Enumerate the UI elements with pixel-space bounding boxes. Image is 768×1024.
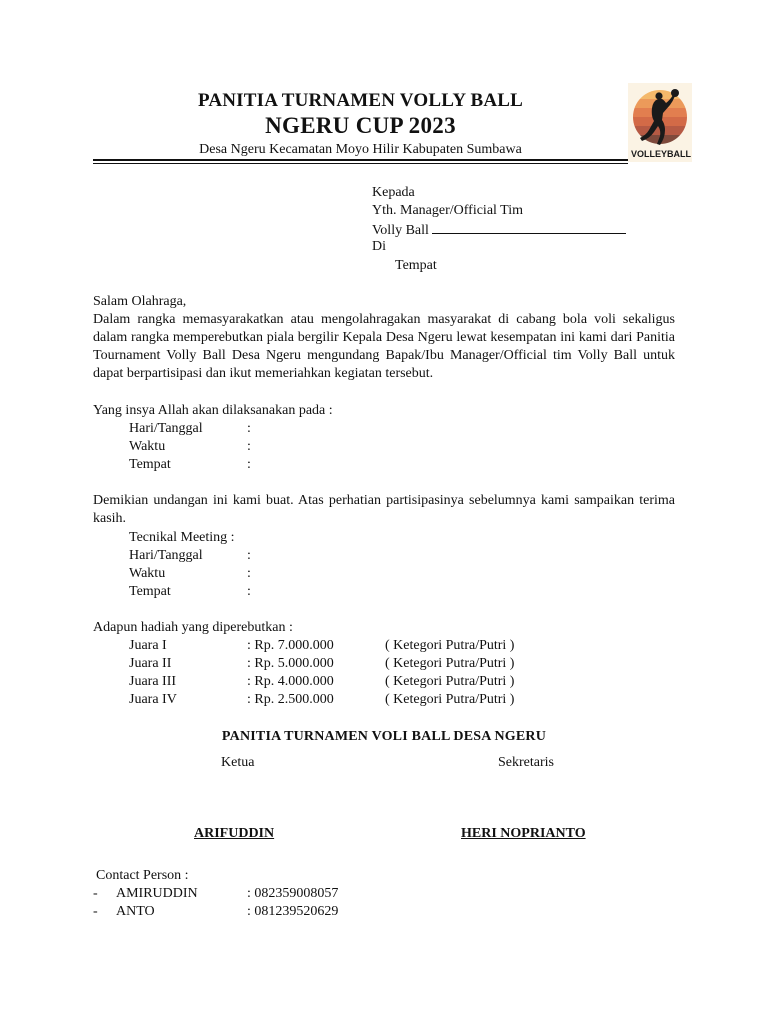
schedule-label: Waktu — [129, 439, 166, 454]
header-rule-thin — [93, 163, 628, 164]
contact-bullet: - — [93, 904, 98, 919]
recipient-team-label: Volly Ball — [372, 223, 429, 238]
prizes-intro: Adapun hadiah yang diperebutkan : — [93, 620, 293, 635]
contact-name: ANTO — [116, 904, 155, 919]
header-rule-thick — [93, 159, 628, 161]
chair-name: ARIFUDDIN — [194, 826, 275, 841]
meeting-value: : — [247, 548, 251, 563]
address-line: Desa Ngeru Kecamatan Moyo Hilir Kabupaten Sumbawa — [199, 142, 522, 157]
prize-rank: Juara I — [129, 638, 167, 653]
prize-rank: Juara III — [129, 674, 177, 689]
volleyball-logo — [628, 83, 692, 162]
prize-category: ( Ketegori Putra/Putri ) — [385, 656, 515, 671]
meeting-label: Hari/Tanggal — [129, 548, 203, 563]
meeting-label: Waktu — [129, 566, 166, 581]
contact-phone: : 081239520629 — [247, 904, 339, 919]
greeting: Salam Olahraga, — [93, 294, 187, 309]
schedule-label: Tempat — [129, 457, 171, 472]
schedule-value: : — [247, 421, 251, 436]
meeting-value: : — [247, 584, 251, 599]
org-title: PANITIA TURNAMEN VOLLY BALL — [197, 90, 524, 111]
recipient-kepada: Kepada — [372, 185, 415, 200]
prize-rank: Juara II — [129, 656, 172, 671]
recipient-di: Di — [372, 239, 386, 254]
contact-bullet: - — [93, 886, 98, 901]
schedule-label: Hari/Tanggal — [129, 421, 203, 436]
secretary-role: Sekretaris — [498, 755, 554, 770]
recipient-tempat: Tempat — [395, 258, 437, 273]
prize-amount: : Rp. 5.000.000 — [247, 656, 334, 671]
meeting-title: Tecnikal Meeting : — [129, 530, 235, 545]
schedule-intro: Yang insya Allah akan dilaksanakan pada : — [93, 403, 333, 418]
recipient-yth: Yth. Manager/Official Tim — [372, 203, 524, 218]
meeting-label: Tempat — [129, 584, 171, 599]
prize-amount: : Rp. 2.500.000 — [247, 692, 334, 707]
prize-amount: : Rp. 4.000.000 — [247, 674, 334, 689]
prize-category: ( Ketegori Putra/Putri ) — [385, 692, 515, 707]
chair-role: Ketua — [221, 755, 255, 770]
contact-name: AMIRUDDIN — [116, 886, 198, 901]
prize-amount: : Rp. 7.000.000 — [247, 638, 334, 653]
schedule-value: : — [247, 457, 251, 472]
recipient-team-line — [372, 220, 626, 240]
meeting-value: : — [247, 566, 251, 581]
closing-paragraph: Demikian undangan ini kami buat. Atas perhatian partisipasinya sebelumnya kami sampaikan terima kasih. — [93, 493, 675, 526]
secretary-name: HERI NOPRIANTO — [461, 826, 586, 841]
committee-title: PANITIA TURNAMEN VOLI BALL DESA NGERU — [221, 729, 547, 744]
prize-category: ( Ketegori Putra/Putri ) — [385, 674, 515, 689]
schedule-value: : — [247, 439, 251, 454]
contact-title: Contact Person : — [96, 868, 189, 883]
event-title: NGERU CUP 2023 — [265, 113, 456, 138]
intro-paragraph: Dalam rangka memasyarakatkan atau mengolahragakan masyarakat di cabang bola voli sekaligus dalam rangka memperebutkan piala bergilir Kepala Desa Ngeru lewat kesempatan ini kami dari Panitia Tournament Volly Ball Desa Ngeru mengundang Bapak/Ibu Manager/Official tim Volly Ball untuk dapat berpartisipasi dan ikut memeriahkan kegiatan tersebut. — [93, 312, 675, 381]
prize-rank: Juara IV — [129, 692, 177, 707]
prize-category: ( Ketegori Putra/Putri ) — [385, 638, 515, 653]
logo-text: VOLLEYBALL — [631, 149, 691, 159]
contact-phone: : 082359008057 — [247, 886, 339, 901]
team-name-blank — [432, 220, 626, 234]
